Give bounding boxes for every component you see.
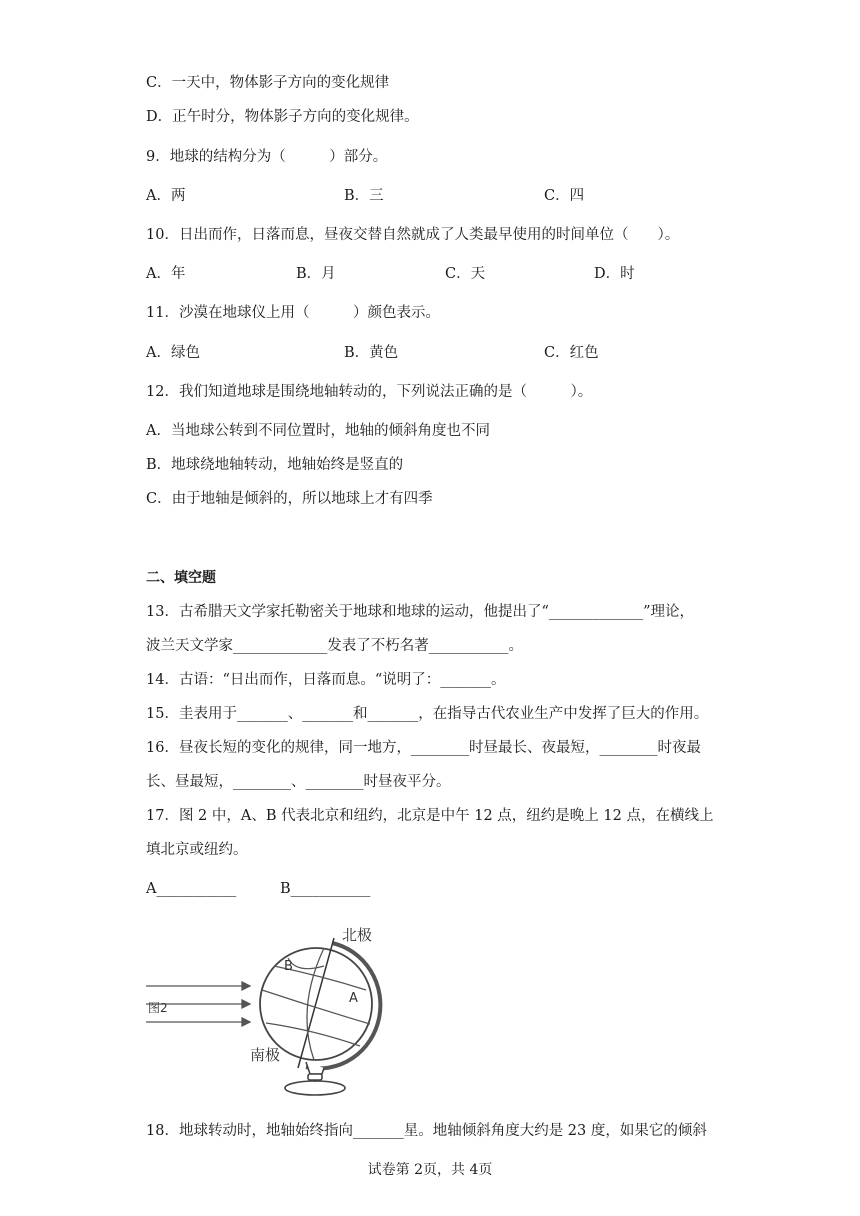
- q10-stem: 10．日出而作，日落而息，昼夜交替自然就成了人类最早使用的时间单位（ ）。: [146, 227, 680, 243]
- q17-blank-a: A___________: [146, 881, 237, 897]
- point-b-label: B: [284, 959, 293, 974]
- q13-line2: 波兰天文学家_____________发表了不朽名著___________。: [146, 638, 523, 654]
- section-heading: 二、填空题: [146, 570, 216, 586]
- q12-stem: 12．我们知道地球是围绕地轴转动的，下列说法正确的是（ ）。: [146, 384, 593, 400]
- page-footer: 试卷第 2页，共 4页: [367, 1162, 493, 1178]
- point-a-label: A: [349, 991, 358, 1006]
- south-pole-label: 南极: [250, 1046, 281, 1064]
- q11-stem: 11．沙漠在地球仪上用（ ）颜色表示。: [146, 305, 440, 321]
- q16-line1: 16．昼夜长短的变化的规律，同一地方，________时昼最长、夜最短，________时夜最: [146, 740, 701, 756]
- q10-option-d: D．时: [594, 266, 635, 282]
- q10-option-a: A．年: [146, 266, 186, 282]
- q18-line: 18．地球转动时，地轴始终指向_______星。地轴倾斜角度大约是 23 度，如果它的倾斜: [146, 1123, 707, 1139]
- q17-line1: 17．图 2 中，A、B 代表北京和纽约，北京是中午 12 点，纽约是晚上 12 点，在横线上: [146, 808, 714, 824]
- q9-option-a: A．两: [146, 188, 186, 204]
- figure-label: 图2: [148, 1001, 168, 1015]
- q13-line1: 13．古希腊天文学家托勒密关于地球和地球的运动，他提出了“_____________”理论，: [146, 604, 695, 620]
- q10-option-c: C．天: [445, 266, 486, 282]
- q14-line: 14．古语：“日出而作，日落而息。“说明了：_______。: [146, 672, 506, 688]
- q16-line2: 长、昼最短，________、________时昼夜平分。: [146, 774, 451, 790]
- q9-stem: 9．地球的结构分为（ ）部分。: [146, 149, 388, 165]
- north-pole-label: 北极: [342, 926, 373, 944]
- q9-option-c: C．四: [544, 188, 585, 204]
- q12-option-a: A．当地球公转到不同位置时，地轴的倾斜角度也不同: [146, 423, 490, 439]
- q11-option-c: C．红色: [544, 345, 599, 361]
- q8-option-c: C．一天中，物体影子方向的变化规律: [146, 75, 390, 91]
- q17-blank-b: B___________: [280, 881, 371, 897]
- q12-option-b: B．地球绕地轴转动，地轴始终是竖直的: [146, 457, 404, 473]
- q9-option-b: B．三: [344, 188, 384, 204]
- q17-line2: 填北京或纽约。: [146, 842, 248, 858]
- q8-option-d: D．正午时分，物体影子方向的变化规律。: [146, 109, 419, 125]
- q15-line: 15．圭表用于_______、_______和_______，在指导古代农业生产中发挥了巨大的作用。: [146, 706, 709, 722]
- q10-option-b: B．月: [296, 266, 336, 282]
- globe-figure: [146, 918, 406, 1100]
- q11-option-b: B．黄色: [344, 345, 399, 361]
- q11-option-a: A．绿色: [146, 345, 200, 361]
- q12-option-c: C．由于地轴是倾斜的，所以地球上才有四季: [146, 491, 433, 507]
